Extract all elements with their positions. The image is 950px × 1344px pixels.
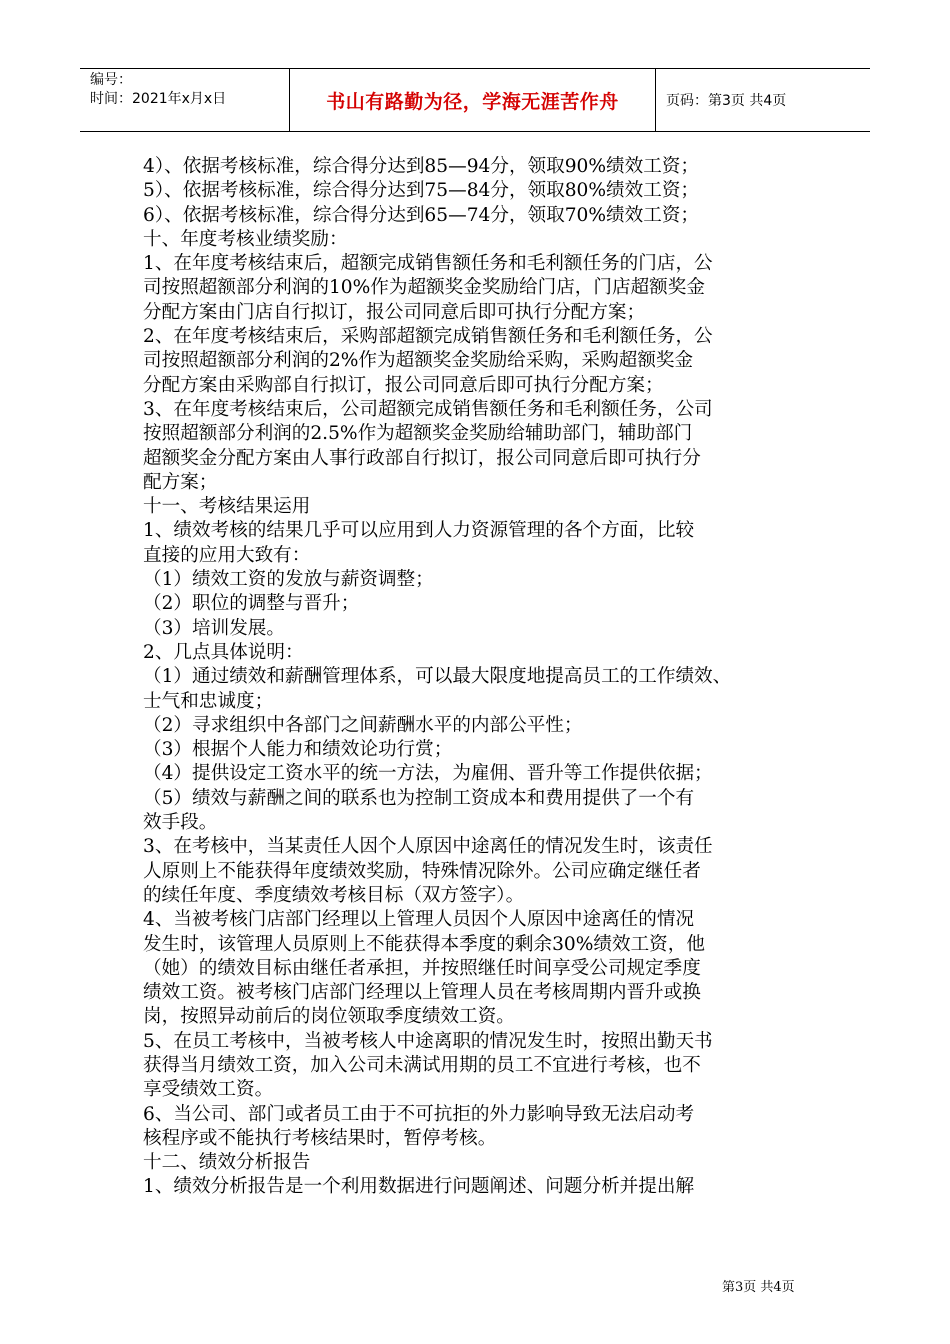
body-text-line: 发生时，该管理人员原则上不能获得本季度的剩余30%绩效工资，他	[143, 933, 705, 955]
header-page-info: 页码：第3页 共4页	[666, 93, 787, 109]
body-text-line: 直接的应用大致有：	[143, 544, 311, 566]
body-text-line: （5）绩效与薪酬之间的联系也为控制工资成本和费用提供了一个有	[143, 787, 695, 809]
body-text-line: 十一、考核结果运用	[143, 496, 311, 518]
body-text-line: （1）通过绩效和薪酬管理体系，可以最大限度地提高员工的工作绩效、	[143, 666, 732, 688]
body-text-line: 司按照超额部分利润的2%作为超额奖金奖励给采购，采购超额奖金	[143, 350, 694, 372]
body-text-line: 1、在年度考核结束后，超额完成销售额任务和毛利额任务的门店，公	[143, 253, 713, 275]
body-text-line: （2）职位的调整与晋升；	[143, 593, 360, 615]
body-text-line: 配方案；	[143, 471, 218, 493]
header-motto: 书山有路勤为径，学海无涯苦作舟	[290, 69, 656, 131]
body-text-line: 分配方案由门店自行拟订，报公司同意后即可执行分配方案；	[143, 301, 646, 323]
body-text-line: 1、绩效考核的结果几乎可以应用到人力资源管理的各个方面，比较	[143, 520, 695, 542]
body-text-line: 的续任年度、季度绩效考核目标（双方签字）。	[143, 884, 525, 906]
document-number-label: 编号：	[90, 72, 132, 88]
body-text-line: 5）、依据考核标准，综合得分达到75—84分，领取80%绩效工资；	[143, 180, 700, 202]
body-text-line: 效手段。	[143, 812, 218, 834]
body-text-line: （她）的绩效目标由继任者承担，并按照继任时间享受公司规定季度	[143, 957, 701, 979]
body-text-line: 获得当月绩效工资，加入公司未满试用期的员工不宜进行考核，也不	[143, 1054, 701, 1076]
body-text-line: 4、当被考核门店部门经理以上管理人员因个人原因中途离任的情况	[143, 909, 695, 931]
body-text-line: 十、年度考核业绩奖励：	[143, 228, 348, 250]
body-text-line: 超额奖金分配方案由人事行政部自行拟订，报公司同意后即可执行分	[143, 447, 701, 469]
body-text-line: 4）、依据考核标准，综合得分达到85—94分，领取90%绩效工资；	[143, 156, 700, 177]
body-text-line: 士气和忠诚度；	[143, 690, 274, 712]
body-text-line: 5、在员工考核中，当被考核人中途离职的情况发生时，按照出勤天书	[143, 1030, 713, 1052]
body-text-line: （2）寻求组织中各部门之间薪酬水平的内部公平性；	[143, 714, 583, 736]
page-header	[80, 68, 870, 132]
document-body	[143, 155, 823, 1200]
body-text-line: 十二、绩效分析报告	[143, 1152, 311, 1174]
document-date-label: 时间：2021年x月x日	[90, 91, 227, 107]
body-text-line: 按照超额部分利润的2.5%作为超额奖金奖励给辅助部门，辅助部门	[143, 423, 693, 445]
body-text-line: 2、在年度考核结束后，采购部超额完成销售额任务和毛利额任务，公	[143, 326, 713, 348]
body-text-line: （1）绩效工资的发放与薪资调整；	[143, 569, 434, 591]
body-text-line: 6、当公司、部门或者员工由于不可抗拒的外力影响导致无法启动考	[143, 1103, 695, 1125]
body-text-line: 分配方案由采购部自行拟订，报公司同意后即可执行分配方案；	[143, 374, 664, 396]
page-footer: 第3页 共4页	[722, 1280, 795, 1295]
body-text-line: 核程序或不能执行考核结果时，暂停考核。	[143, 1127, 497, 1149]
body-text-line: 岗，按照异动前后的岗位领取季度绩效工资。	[143, 1006, 515, 1028]
body-text-line: 3、在考核中，当某责任人因个人原因中途离任的情况发生时，该责任	[143, 836, 713, 858]
body-text-line: 6）、依据考核标准，综合得分达到65—74分，领取70%绩效工资；	[143, 204, 700, 226]
body-text-line: （4）提供设定工资水平的统一方法，为雇佣、晋升等工作提供依据；	[143, 763, 713, 785]
body-text-line: 2、几点具体说明：	[143, 641, 304, 663]
body-text-line: 3、在年度考核结束后，公司超额完成销售额任务和毛利额任务，公司	[143, 398, 713, 420]
body-text-line: 1、绩效分析报告是一个利用数据进行问题阐述、问题分析并提出解	[143, 1176, 695, 1198]
body-text-line: 享受绩效工资。	[143, 1079, 274, 1101]
body-text-line: 司按照超额部分利润的10%作为超额奖金奖励给门店，门店超额奖金	[143, 277, 705, 299]
body-text-line: 绩效工资。被考核门店部门经理以上管理人员在考核周期内晋升或换	[143, 982, 701, 1004]
body-text-line: （3）培训发展。	[143, 617, 285, 639]
header-meta	[80, 69, 290, 131]
body-text-line: 人原则上不能获得年度绩效奖励，特殊情况除外。公司应确定继任者	[143, 860, 701, 882]
body-text-line: （3）根据个人能力和绩效论功行赏；	[143, 739, 453, 761]
